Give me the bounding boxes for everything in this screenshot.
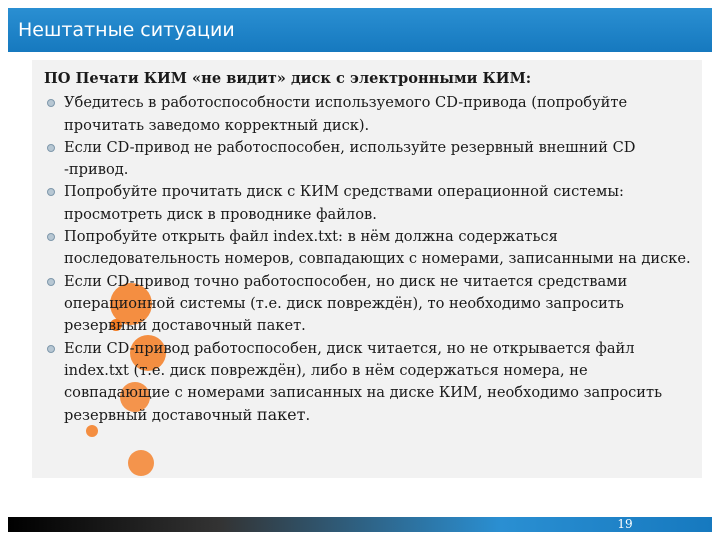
bullet-item [44, 181, 698, 226]
bullet-text: Если CD-привод точно работоспособен, но диск не читается средствами операционной системы (т.е. диск повреждён), то необходимо запросить резервный доставочный пакет. [64, 272, 628, 335]
bullet-icon [47, 345, 55, 353]
bullet-text: Попробуйте прочитать диск с КИМ средствами операционной системы: просмотреть диск в проводнике файлов. [64, 183, 624, 223]
slide-title: Нештатные ситуации [18, 19, 235, 41]
bullet-icon [47, 233, 55, 241]
bullet-text-end: пакет [256, 405, 306, 425]
bullet-item [44, 137, 698, 182]
bullet-text: Убедитесь в работоспособности используемого CD-привода (попробуйте прочитать заведомо корректный диск). [64, 94, 628, 134]
bullet-item [44, 226, 698, 271]
bullet-icon [47, 188, 55, 196]
bullet-item [44, 338, 698, 428]
bullet-text: Если CD-привод работоспособен, диск читается, но не открывается файл index.txt (т.е. диск повреждён), либо в нём содержаться номера, не совпадающие с номерами записанных на диске КИМ, необходимо запросить резервный доставочный [64, 339, 663, 425]
slide-title-bar [8, 8, 712, 52]
bullet-item [44, 271, 698, 338]
bullet-icon [47, 99, 55, 107]
bullet-icon [47, 278, 55, 286]
section-heading: ПО Печати КИМ «не видит» диск с электронными КИМ: [44, 70, 532, 87]
page-number: 19 [617, 517, 633, 531]
footer-bar [8, 517, 712, 532]
bullet-icon [47, 144, 55, 152]
bullet-text: Попробуйте открыть файл index.txt: в нём должна содержаться последовательность номеров, совпадающих с номерами, записанными на диске. [64, 228, 691, 268]
slide-body [44, 68, 698, 428]
bullet-item [44, 92, 698, 137]
bullet-text: Если CD-привод не работоспособен, используйте резервный внешний CD -привод. [64, 138, 636, 179]
bullet-text-period: . [305, 407, 311, 425]
decorative-circle [128, 450, 154, 476]
bullet-list [44, 92, 698, 427]
